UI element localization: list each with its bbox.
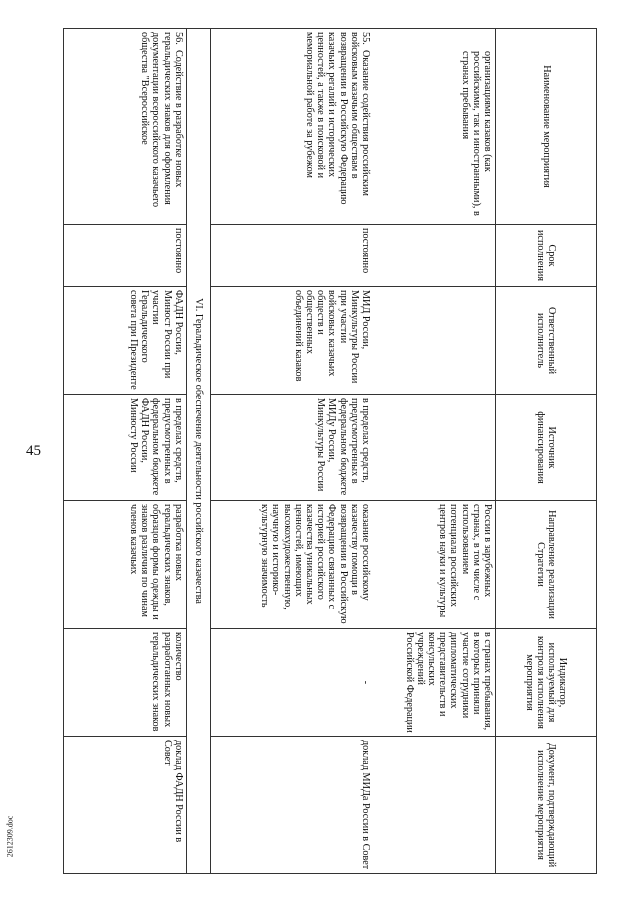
header-executor: Ответственный исполнитель: [496, 287, 597, 395]
header-row: [496, 29, 597, 874]
cell-indicator: -: [211, 629, 374, 737]
row-name-text: Оказание содействия российским войсковым казачьим обществам в возвращении в Российскую Федерацию казачьих регалий и исторических ценностей, а также в поисковой и мемориальной работе за рубежом: [303, 32, 371, 205]
cell-executor: [373, 287, 496, 395]
cell-funding: в пределах средств, предусмотренных в федеральном бюджете ФАДН России, Минюсту России: [63, 395, 186, 501]
header-direction: Направление реализации Стратегии: [496, 501, 597, 629]
row-number: 56.: [172, 32, 184, 45]
cell-executor: МИД России, Минкультуры России при участии войсковых казачьих обществ и общественных объединений казаков: [211, 287, 374, 395]
cell-name: организациями казаков (как российскими, так и иностранными), в странах пребывания: [373, 29, 496, 225]
rotated-table-wrapper: [67, 28, 597, 873]
row-name-text: Содействие в разработке новых геральдических знаков для оформления документации всероссийского казачьего общества "Всероссийское: [139, 32, 184, 208]
activities-table: [63, 28, 597, 874]
cell-direction: России в зарубежных странах, в том числе с использованием потенциала российских центров науки и культуры: [373, 501, 496, 629]
footer-code: 2612309.doc: [5, 815, 15, 858]
cell-indicator: количество разработанных новых геральдических знаков: [63, 629, 186, 737]
cell-name: [63, 29, 186, 225]
cell-document: доклад ФАДН России в Совет: [63, 737, 186, 874]
section-title: VI. Геральдическое обеспечение деятельности российского казачества: [186, 29, 210, 874]
header-term: Срок исполнения: [496, 225, 597, 287]
cell-name: [211, 29, 374, 225]
cell-term: [373, 225, 496, 287]
cell-term: постоянно: [63, 225, 186, 287]
cell-direction: оказание российскому казачеству помощи в возвращении в Российскую Федерацию связанных с историей российского казачества уникальных ценностей, имеющих высокохудожественную, научную и историко-культурную значимость: [211, 501, 374, 629]
table-row-56: [63, 29, 186, 874]
header-funding: Источник финансирования: [496, 395, 597, 501]
cell-executor: ФАДН России, Минюст России при участии Геральдического совета при Президенте: [63, 287, 186, 395]
cell-document: [373, 737, 496, 874]
header-indicator: Индикатор, используемый для контроля исполнения мероприятия: [496, 629, 597, 737]
page-number: 45: [26, 443, 41, 459]
row-number: 55.: [360, 32, 371, 45]
cell-funding: [373, 395, 496, 501]
cell-indicator: в странах пребывания, в которых приняли участие сотрудники дипломатических представительств и консульских учреждений Российской Федерации: [373, 629, 496, 737]
table-row-continued: [373, 29, 496, 874]
table-row-55: [211, 29, 374, 874]
cell-direction: разработка новых геральдических знаков, образцов формы одежды и знаков различия по чинам членов казачьих: [63, 501, 186, 629]
cell-funding: в пределах средств, предусмотренных в федеральном бюджете МИДу России, Минкультуры России: [211, 395, 374, 501]
section-row: [186, 29, 210, 874]
cell-term: постоянно: [211, 225, 374, 287]
header-document: Документ, подтверждающий исполнение мероприятия: [496, 737, 597, 874]
header-name: Наименование мероприятия: [496, 29, 597, 225]
cell-document: доклад МИДа России в Совет: [211, 737, 374, 874]
